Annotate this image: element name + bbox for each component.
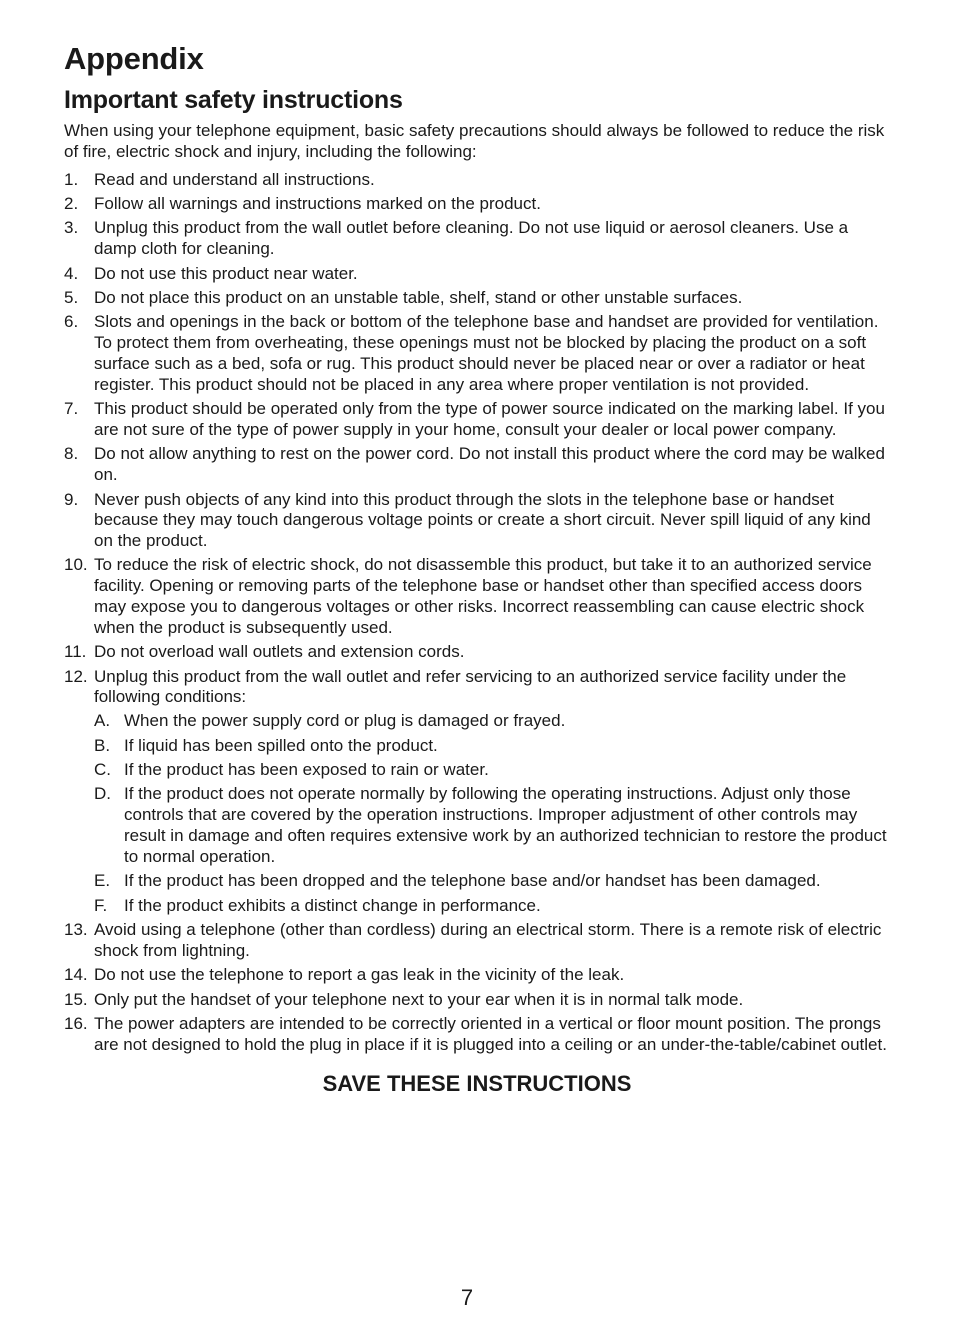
page-content (64, 40, 890, 1098)
item-number: 4. (64, 263, 79, 283)
item-number: 8. (64, 444, 79, 464)
sub-item-text: When the power supply cord or plug is damaged or frayed. (124, 711, 566, 731)
sublist-item (94, 711, 890, 732)
list-item (64, 555, 890, 638)
sub-item-text: If the product exhibits a distinct change in performance. (124, 895, 541, 915)
item-text: Do not overload wall outlets and extension cords. (94, 642, 465, 662)
item-number: 16. (64, 1013, 88, 1033)
item-text: The power adapters are intended to be correctly oriented in a vertical or floor mount position. The prongs are not designed to hold the plug in place if it is plugged into a ceiling or an under-the-table/cabinet outlet. (94, 1013, 887, 1054)
sublist-item (94, 736, 890, 757)
item-text: This product should be operated only from the type of power source indicated on the marking label. If you are not sure of the type of power supply in your home, consult your dealer or local power company. (94, 399, 885, 439)
list-item (64, 288, 890, 309)
section-heading: Important safety instructions (64, 86, 403, 114)
safety-instructions-list (64, 170, 890, 1056)
list-item (64, 965, 890, 986)
item-number: 6. (64, 312, 79, 332)
page-number: 7 (460, 1285, 474, 1310)
intro-paragraph: When using your telephone equipment, basic safety precautions should always be followed to reduce the risk of fire, electric shock and injury, including the following: (64, 121, 885, 161)
sublist-item (94, 760, 890, 781)
sub-item-text: If the product has been exposed to rain or water. (124, 760, 489, 780)
item-text: Only put the handset of your telephone next to your ear when it is in normal talk mode. (94, 989, 744, 1009)
sub-item-letter: E. (94, 871, 111, 891)
item-number: 9. (64, 489, 79, 509)
item-number: 15. (64, 989, 88, 1009)
item-text: To reduce the risk of electric shock, do not disassemble this product, but take it to an authorized service facility. Opening or removing parts of the telephone base or handset other than specified access doors may expose you to dangerous voltages or other risks. Incorrect reassembling can cause electric shock when the product is subsequently used. (94, 555, 872, 637)
item-text: Follow all warnings and instructions marked on the product. (94, 193, 541, 213)
list-item (64, 667, 890, 917)
item-text: Unplug this product from the wall outlet before cleaning. Do not use liquid or aerosol cleaners. Use a damp cloth for cleaning. (94, 218, 849, 259)
item-text: Do not use the telephone to report a gas leak in the vicinity of the leak. (94, 965, 625, 985)
list-item (64, 170, 890, 191)
sublist-item (94, 871, 890, 892)
item-text: Never push objects of any kind into this product through the slots in the telephone base or handset because they may touch dangerous voltage points or create a short circuit. Never spill liquid of any kind on the product. (94, 489, 871, 551)
list-item (64, 490, 890, 552)
sublist-item (94, 784, 890, 867)
page-title: Appendix (64, 41, 204, 76)
item-text: Do not use this product near water. (94, 263, 358, 283)
sub-item-letter: F. (94, 895, 108, 915)
item-number: 7. (64, 399, 79, 419)
list-item (64, 444, 890, 486)
list-item (64, 218, 890, 260)
item-number: 14. (64, 965, 88, 985)
item-number: 1. (64, 169, 79, 189)
item-text: Avoid using a telephone (other than cordless) during an electrical storm. There is a remote risk of electric shock from lightning. (94, 919, 882, 960)
item-text: Unplug this product from the wall outlet and refer servicing to an authorized service facility under the following conditions: (94, 666, 847, 707)
list-item (64, 642, 890, 663)
item-text: Do not place this product on an unstable table, shelf, stand or other unstable surfaces. (94, 287, 743, 307)
save-instructions-heading: SAVE THESE INSTRUCTIONS (322, 1070, 632, 1096)
sub-item-letter: B. (94, 735, 111, 755)
item-text: Slots and openings in the back or bottom of the telephone base and handset are provided for ventilation. To protect them from overheating, these openings must not be blocked by placing the product on a soft surface such as a bed, sofa or rug. This product should never be placed near or over a radiator or heat register. This product should not be placed in any area where proper ventilation is not provided. (94, 312, 879, 394)
sub-item-letter: A. (94, 711, 111, 731)
sublist-item (94, 896, 890, 917)
sub-item-text: If the product has been dropped and the telephone base and/or handset has been damaged. (124, 871, 821, 891)
list-item (64, 920, 890, 962)
item-number: 2. (64, 193, 79, 213)
item-text: Read and understand all instructions. (94, 169, 375, 189)
list-item (64, 312, 890, 395)
list-item (64, 990, 890, 1011)
list-item (64, 1014, 890, 1056)
item-number: 13. (64, 919, 88, 939)
sub-item-letter: D. (94, 784, 111, 804)
item-number: 3. (64, 218, 79, 238)
item-number: 12. (64, 666, 88, 686)
sub-item-text: If liquid has been spilled onto the product. (124, 735, 438, 755)
sub-item-text: If the product does not operate normally by following the operating instructions. Adjust only those controls that are covered by the operation instructions. Improper adjustment of other controls may result in damage and often requires extensive work by an authorized technician to restore the product to normal operation. (124, 784, 887, 866)
item-number: 11. (64, 642, 87, 662)
list-item (64, 399, 890, 441)
sub-item-letter: C. (94, 760, 111, 780)
item-number: 10. (64, 555, 88, 575)
list-item (64, 194, 890, 215)
item-number: 5. (64, 287, 79, 307)
list-item (64, 264, 890, 285)
conditions-sublist (94, 711, 890, 916)
item-text: Do not allow anything to rest on the power cord. Do not install this product where the cord may be walked on. (94, 444, 885, 485)
